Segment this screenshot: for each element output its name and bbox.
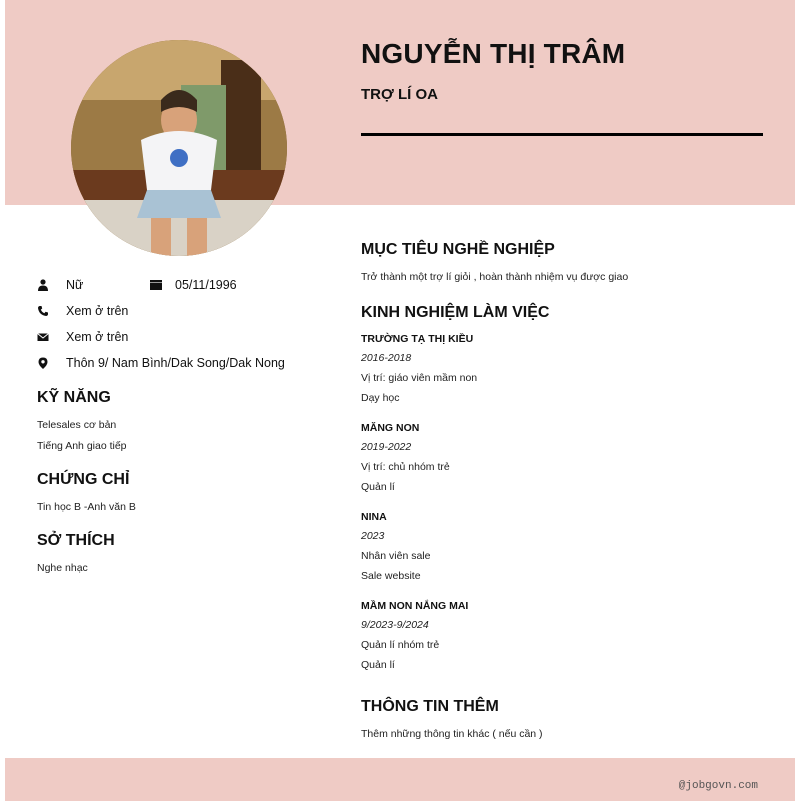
- experience-period: 9/2023-9/2024: [361, 619, 429, 631]
- additional-title: THÔNG TIN THÊM: [361, 698, 499, 715]
- footer-brand: @jobgovn.com: [678, 780, 758, 792]
- experience-description: Quản lí: [361, 481, 395, 493]
- experience-company: MĂNG NON: [361, 422, 420, 434]
- experience-item: [361, 419, 771, 497]
- experience-item: [361, 330, 771, 408]
- avatar: [71, 40, 287, 256]
- title-divider: [361, 133, 763, 136]
- person-icon: [37, 278, 49, 292]
- experience-period: 2016-2018: [361, 352, 412, 364]
- experience-title: KINH NGHIỆM LÀM VIỆC: [361, 304, 550, 321]
- hobbies-title: SỞ THÍCH: [37, 532, 115, 549]
- skills-section: [37, 389, 317, 457]
- experience-company: TRƯỜNG TẠ THỊ KIỀU: [361, 333, 474, 345]
- experience-period: 2019-2022: [361, 441, 412, 453]
- experience-position: Vị trí: giáo viên mầm non: [361, 372, 478, 384]
- gender-value: Nữ: [66, 278, 84, 292]
- objective-section: [361, 241, 771, 287]
- experience-item: [361, 508, 771, 586]
- additional-text: Thêm những thông tin khác ( nếu cần ): [361, 728, 543, 740]
- objective-title: MỤC TIÊU NGHỀ NGHIỆP: [361, 241, 555, 258]
- experience-position: Nhân viên sale: [361, 550, 431, 562]
- contact-info: [37, 272, 327, 376]
- skill-item: Tiếng Anh giao tiếp: [37, 440, 127, 452]
- experience-section: [361, 304, 771, 686]
- skill-item: Telesales cơ bản: [37, 419, 117, 431]
- contact-row-address: [37, 350, 327, 376]
- experience-description: Dạy học: [361, 392, 400, 404]
- candidate-name: NGUYỄN THỊ TRÂM: [361, 38, 626, 69]
- certificates-section: [37, 471, 317, 518]
- experience-description: Sale website: [361, 570, 421, 582]
- phone-icon: [37, 304, 49, 318]
- email-value: Xem ở trên: [66, 330, 129, 344]
- experience-item: [361, 597, 771, 675]
- map-pin-icon: [37, 356, 49, 370]
- address-value: Thôn 9/ Nam Bình/Dak Song/Dak Nong: [66, 356, 285, 370]
- hobbies-section: [37, 532, 317, 579]
- profile-photo: [71, 40, 287, 256]
- contact-row-email: [37, 324, 327, 350]
- skills-title: KỸ NĂNG: [37, 389, 111, 406]
- experience-period: 2023: [361, 530, 385, 542]
- additional-section: [361, 698, 771, 744]
- contact-row-phone: [37, 298, 327, 324]
- certificate-item: Tin học B -Anh văn B: [37, 501, 136, 513]
- experience-description: Quản lí: [361, 659, 395, 671]
- footer-band: [5, 758, 795, 801]
- experience-company: MẦM NON NẮNG MAI: [361, 600, 469, 612]
- certificates-title: CHỨNG CHỈ: [37, 471, 130, 488]
- calendar-icon: [150, 280, 162, 290]
- objective-text: Trở thành một trợ lí giỏi , hoàn thành nhiệm vụ được giao: [361, 271, 629, 283]
- hobby-item: Nghe nhạc: [37, 562, 88, 574]
- envelope-icon: [37, 330, 49, 344]
- contact-row-gender-birthday: [37, 272, 327, 298]
- experience-company: NINA: [361, 511, 387, 523]
- job-title: TRỢ LÍ OA: [361, 86, 438, 103]
- birthday-value: 05/11/1996: [175, 278, 237, 292]
- experience-position: Vị trí: chủ nhóm trẻ: [361, 461, 450, 473]
- experience-position: Quản lí nhóm trẻ: [361, 639, 440, 651]
- phone-value: Xem ở trên: [66, 304, 129, 318]
